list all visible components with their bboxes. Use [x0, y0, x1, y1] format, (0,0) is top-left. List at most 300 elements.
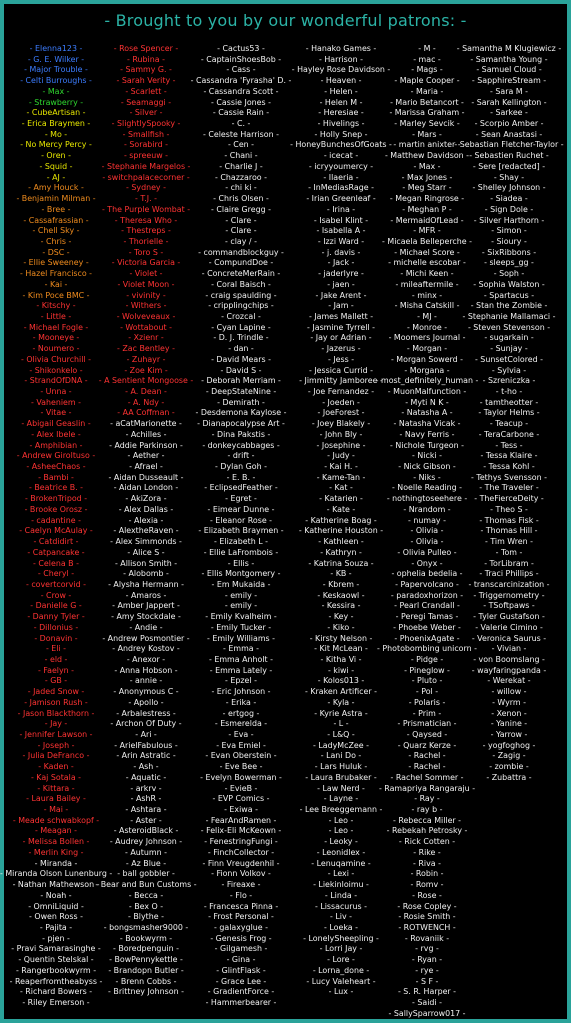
patron-name: - Lux -: [328, 987, 354, 997]
patron-name: - James Mallett -: [308, 311, 374, 321]
patron-name: - Rebecca Miller -: [392, 815, 462, 825]
patron-name: - Grace Lee -: [215, 976, 267, 986]
patron-name: - Melissa Bollen -: [22, 837, 90, 847]
patron-name: - Wottabout -: [120, 322, 172, 332]
patron-name: - Kyrie Astra -: [314, 708, 368, 718]
patron-name: - Leo -: [328, 815, 354, 825]
patron-name: - The Traveler -: [479, 483, 539, 493]
patron-name: - Andrey Kostov -: [112, 644, 180, 654]
patron-name: - galaxyglue -: [214, 922, 268, 932]
patron-name: - Simon -: [491, 226, 527, 236]
patron-name: - Cheryl -: [37, 569, 75, 579]
patron-name: - clay / -: [225, 236, 257, 246]
patron-name: - Tess -: [495, 440, 523, 450]
patron-name: - Stephanie Margelos -: [101, 161, 191, 171]
patron-name: - Kittara -: [37, 783, 75, 793]
patron-name: - Siadea -: [490, 194, 528, 204]
patron-name: - Megan Ringrose -: [389, 194, 465, 204]
patron-name: - Riley Emerson -: [22, 997, 90, 1007]
patron-name: - Cen -: [227, 140, 255, 150]
patron-name: - AJ -: [46, 172, 66, 182]
patron-name: - Max -: [42, 86, 70, 96]
patron-name: - Cactus53 -: [217, 44, 265, 53]
patron-name: - Kitha Vi -: [320, 654, 362, 664]
patron-name: - Jazerus -: [321, 344, 361, 354]
patron-name: - Genesis Frog -: [210, 933, 272, 943]
patron-name: - Kit McLean -: [314, 644, 368, 654]
patron-name: - E. B. -: [226, 472, 256, 482]
patron-name: - Clare -: [225, 215, 257, 225]
patron-name: - arkrv -: [130, 783, 162, 793]
patron-name: - Ramapriya Rangaraju -: [378, 783, 476, 793]
patron-name: - Miranda Olson Lunenburg -: [0, 869, 113, 879]
patron-name: - T.J. -: [135, 194, 157, 204]
patron-name: - StrandOfDNA -: [24, 376, 88, 386]
patron-name: - Sara M -: [490, 86, 528, 96]
patron-name: - Kat -: [329, 483, 353, 493]
patron-name: - Mario Betancort -: [390, 97, 464, 107]
patron-column-3: [185, 44, 297, 1009]
patron-name: - emily -: [224, 590, 258, 600]
patron-name: - Cassandra 'Fyrasha' D. -: [190, 76, 292, 86]
patron-name: - Onyx -: [411, 558, 443, 568]
patron-name: - Exiwa -: [224, 805, 258, 815]
patron-name: - switchpalacecorner -: [102, 172, 190, 182]
patron-name: - AA Coffman -: [117, 408, 175, 418]
patron-name: - LonelySheepling -: [303, 933, 379, 943]
patron-name: - Lucy Valeheart -: [306, 976, 376, 986]
patron-name: - rvg -: [415, 944, 439, 954]
patron-name: - Nichole Turgeon -: [390, 440, 464, 450]
patron-name: - Archon Of Duty -: [110, 719, 182, 729]
patron-name: - tamtheotter -: [479, 397, 539, 407]
patron-name: - Werekat -: [487, 676, 531, 686]
patron-name: - CaptainShoesBob -: [200, 54, 282, 64]
patron-name: - von Boomslang -: [473, 654, 545, 664]
patron-name: - Holly Snep -: [314, 129, 368, 139]
patron-name: - Natasha Vicak -: [393, 419, 461, 429]
patron-name: - Joeden -: [322, 397, 360, 407]
patron-name: - Lee Breeggemann -: [299, 805, 383, 815]
patron-name: - The Purple Wombat -: [101, 204, 191, 214]
patron-name: - Ash -: [133, 762, 159, 772]
patron-name: - Desdemona Kaylose -: [195, 408, 287, 418]
patron-name: - Harrison -: [319, 54, 363, 64]
patron-name: - Charlie J -: [219, 161, 263, 171]
patron-name: - Samuel Cloud -: [476, 65, 542, 75]
patron-name: - dan -: [228, 344, 254, 354]
patron-name: - Lani Do -: [320, 751, 362, 761]
patron-name: - LadyMcZee -: [313, 740, 369, 750]
patron-name: - michelle escobar -: [388, 258, 466, 268]
patron-name: - Max -: [413, 161, 441, 171]
patron-name: - Sarah Kellington -: [471, 97, 547, 107]
patron-name: - Chazzaroo -: [215, 172, 267, 182]
patron-name: - Jamison Rush -: [24, 697, 88, 707]
patron-name: - Bear and Bun Customs -: [95, 880, 197, 890]
patron-name: - wayfaringpanda -: [471, 665, 547, 675]
patron-name: - Sophia Walston -: [473, 279, 545, 289]
patron-name: - M -: [418, 44, 436, 53]
patron-name: - EVP Comics -: [212, 794, 270, 804]
patron-name: - Xenon -: [491, 708, 527, 718]
patron-name: - Lorri Jay -: [319, 944, 363, 954]
patron-name: - Cassie Rain -: [212, 108, 270, 118]
patron-name: - Leoky -: [324, 837, 358, 847]
patron-name: - Triggernometry -: [473, 590, 545, 600]
patron-name: - Meghan P -: [402, 204, 452, 214]
patron-name: - Richard Bowers -: [19, 987, 93, 997]
patron-name: - Samantha M Klugiewicz -: [456, 44, 562, 53]
patron-name: - Major Trouble -: [24, 65, 88, 75]
patron-name: - jaderlyre -: [318, 269, 364, 279]
patron-name: - Hivelings -: [317, 119, 365, 129]
patron-name: - Pajita -: [39, 922, 73, 932]
patron-name: - Erica Braymen -: [21, 119, 91, 129]
patron-name: - Shay -: [493, 172, 525, 182]
patron-name: - Emily Williams -: [207, 633, 275, 643]
patron-name: - Kraken Artificer -: [305, 687, 377, 697]
patron-name: - Traci Phillips -: [479, 569, 539, 579]
patron-name: - Meg Starr -: [402, 183, 452, 193]
patron-name: - t-ho -: [495, 387, 523, 396]
patron-name: - icryyoumercy -: [308, 161, 374, 171]
patron-name: - Sunjay -: [490, 344, 528, 354]
patron-name: - rye -: [415, 965, 439, 975]
patron-name: - emily -: [224, 601, 258, 611]
patron-name: - CubeArtisan -: [26, 108, 86, 118]
patron-name: - Stephanie Mallamaci -: [462, 311, 556, 321]
patron-name: - Eric Johnson -: [211, 687, 271, 697]
patron-name: - Toro S -: [128, 247, 164, 257]
patron-name: - Laura Brubaker -: [305, 772, 377, 782]
patron-name: - Scorpio Amber -: [474, 119, 544, 129]
patron-name: - Olivia Churchill -: [20, 354, 91, 364]
patron-name: - Eve Bee -: [219, 762, 263, 772]
patron-name: - Rachel -: [408, 751, 446, 761]
patron-name: - ball gobbler -: [117, 869, 175, 879]
patron-name: - Pineglow -: [404, 665, 450, 675]
patron-name: - C. -: [231, 119, 251, 129]
patron-name: - Brenn Cobbs -: [115, 976, 177, 986]
patron-name: - Elenna123 -: [29, 44, 83, 53]
patron-name: - GB -: [44, 676, 68, 686]
patron-name: - donkeycabbages -: [202, 440, 280, 450]
patron-name: - Leonidlex -: [316, 847, 366, 857]
patron-name: - Phoebe Weber -: [393, 622, 461, 632]
patron-name: - Nathan Mathewson -: [12, 880, 100, 890]
patron-name: - Sorabird -: [124, 140, 168, 150]
patron-name: - Irian Greenleaf -: [306, 194, 376, 204]
patron-name: - Brittney Johnson -: [108, 987, 184, 997]
patron-name: - Rose Copley -: [397, 901, 457, 911]
patron-name: - AsheeChaos -: [26, 462, 86, 472]
patron-name: - AsteroidBlack -: [113, 826, 179, 836]
patron-name: - Kate -: [326, 504, 356, 514]
patron-name: - Quentin Stelskal -: [18, 955, 94, 965]
patron-name: - Rosie Smith -: [398, 912, 456, 922]
patron-name: - JoeForest -: [317, 408, 365, 418]
patron-name: - Rubina -: [127, 54, 165, 64]
patron-name: - Scarlett -: [125, 86, 167, 96]
patron-name: - Olivia Pulleo -: [397, 547, 457, 557]
patron-name: - Papervolcano -: [395, 579, 459, 589]
patron-name: - Kiko -: [327, 622, 355, 632]
patron-name: - A. Ndy -: [127, 397, 165, 407]
patron-name: - Rick Cotten -: [398, 837, 456, 847]
patron-name: - Shikonkelo -: [29, 365, 83, 375]
patron-name: - icecat -: [323, 151, 359, 161]
patron-name: - Allison Smith -: [114, 558, 178, 568]
patron-name: - Merlin King -: [28, 847, 84, 857]
patron-name: - Evan Oberstein -: [205, 751, 277, 761]
patron-name: - Ashtara -: [125, 805, 167, 815]
patron-name: - Lexi -: [327, 869, 355, 879]
patron-name: - Chris Olsen -: [213, 194, 269, 204]
patron-name: - Qaysed -: [406, 730, 448, 739]
patron-name: - Kolos013 -: [317, 676, 365, 686]
patron-name: - Andrew Posmontier -: [102, 633, 190, 643]
patron-name: - Michael Score -: [394, 247, 460, 257]
patron-name: - Pluto -: [411, 676, 443, 686]
patron-name: - Kai H. -: [324, 462, 358, 472]
patron-name: - Squid -: [39, 161, 73, 171]
patron-name: - Blythe -: [128, 912, 164, 922]
patron-name: - Aether -: [127, 451, 165, 461]
patron-name: - Crow -: [40, 590, 72, 600]
patron-name: - Danny Tyler -: [27, 612, 85, 622]
patron-name: - Peregi Tamas -: [395, 612, 459, 622]
patron-name: - Eva -: [228, 730, 254, 739]
patron-name: - SunsetColored -: [474, 354, 544, 364]
patron-name: - AkiZora -: [125, 494, 167, 504]
patron-name: - drift -: [227, 451, 255, 461]
patron-name: - Vivian -: [491, 644, 527, 654]
patron-name: - Chani -: [224, 151, 258, 161]
patron-name: - Rose -: [412, 890, 442, 900]
patron-name: - Stan the Zombie -: [470, 301, 548, 311]
patron-name: - Elizabeth L -: [214, 537, 268, 547]
patron-name: - Dianapocalypse Art -: [197, 419, 285, 429]
patron-name: - Chris -: [40, 236, 72, 246]
patron-name: - Emma Lately -: [209, 665, 273, 675]
patron-name: - Anonymous C -: [113, 687, 179, 697]
patron-name: - sleeps_gg -: [484, 258, 534, 268]
patron-name: - Irina -: [326, 204, 356, 214]
patron-name: - Aidan Dusseault -: [108, 472, 184, 482]
patron-name: - Cassafrassian -: [23, 215, 89, 225]
patron-name: - Jennifer Lawson -: [19, 730, 93, 739]
patron-name: - Helen -: [324, 86, 358, 96]
patron-name: - Bambi -: [38, 472, 74, 482]
patron-name: - Ryan -: [411, 955, 443, 965]
patron-name: - Teacup -: [489, 419, 529, 429]
patron-name: - j. davis -: [321, 247, 361, 257]
patron-name: - Alobomb -: [123, 569, 169, 579]
patron-name: - Claire Gregg -: [211, 204, 271, 214]
patron-name: - MJ -: [417, 311, 437, 321]
patron-name: - Rose Spencer -: [113, 44, 179, 53]
patron-name: - BrokenTripod -: [24, 494, 88, 504]
patron-name: - Smallfish -: [122, 129, 170, 139]
patron-name: - Nicki -: [412, 451, 442, 461]
patron-name: - Kbrem -: [322, 579, 360, 589]
patron-name: - TorLibram -: [484, 558, 534, 568]
patron-name: - Bree -: [41, 204, 71, 214]
patron-name: - Veronica Saurus -: [471, 633, 547, 643]
patron-name: - Marley Sevcik -: [394, 119, 460, 129]
patron-name: - Zagig -: [492, 751, 526, 761]
patron-name: - Misha Catskill -: [394, 301, 460, 311]
patron-name: - Vaheniem -: [31, 397, 81, 407]
patron-name: - Arbalestress -: [116, 708, 176, 718]
patron-name: - Aster -: [130, 815, 162, 825]
patron-name: - ray b -: [411, 805, 443, 815]
patron-name: - Sioury -: [491, 236, 527, 246]
patron-name: - Morgan -: [406, 344, 448, 354]
patron-name: - Sign Dole -: [484, 204, 534, 214]
patron-name: - GlintFlask -: [216, 965, 266, 975]
patron-name: - Lorna_done -: [312, 965, 370, 975]
patron-name: - Sarkee -: [490, 108, 528, 118]
patron-name: - Morgana -: [404, 365, 450, 375]
patron-name: - Jimmitty Jamboree -: [299, 376, 383, 386]
patron-name: - Sere [redacted] -: [472, 161, 546, 171]
patron-name: - No Mercy Percy -: [20, 140, 92, 150]
patron-name: - Gilgamesh -: [214, 944, 268, 954]
patron-name: - Em Mukaida -: [211, 579, 271, 589]
patron-name: - Brandopn Butler -: [108, 965, 184, 975]
patron-name: - Caelyn McAulay -: [19, 526, 93, 536]
patron-name: - G. E. Wilker -: [27, 54, 85, 64]
patron-name: - Ari -: [135, 730, 157, 739]
patron-name: - Wyrm -: [492, 697, 526, 707]
patron-name: - Hammerbearer -: [205, 997, 277, 1007]
patron-name: - AshR -: [130, 794, 162, 804]
patron-name: - Joe Fernandez -: [307, 387, 375, 396]
patron-name: - Pidge -: [410, 654, 444, 664]
patron-name: - Anexor -: [126, 654, 166, 664]
patron-name: - Prismatician -: [397, 719, 457, 729]
patron-name: - D. J. Trindle -: [213, 333, 269, 343]
patron-name: - Thorielle -: [123, 236, 169, 246]
patron-name: - TeraCarbone -: [478, 429, 540, 439]
patron-name: - Tethys Svensson -: [470, 472, 547, 482]
patron-name: - Heaven -: [320, 76, 362, 86]
patron-name: - Linda -: [324, 890, 358, 900]
patron-name: - Finn Vreugdenhil -: [202, 858, 280, 868]
patron-name: - Jam -: [328, 301, 354, 311]
patron-name: - FenestringFungi -: [204, 837, 278, 847]
patron-name: - Quarz Kerze -: [397, 740, 457, 750]
patron-name: - Afrael -: [129, 462, 163, 472]
patron-name: - mileaftermile -: [395, 279, 459, 289]
patron-name: - zombie -: [489, 762, 529, 772]
patron-name: - Becca -: [128, 890, 164, 900]
patron-name: - Rangerbookwyrm -: [15, 965, 97, 975]
patron-name: - eld -: [44, 654, 68, 664]
patron-name: - Liv -: [330, 912, 352, 922]
patron-name: - Nick Gibson -: [398, 462, 456, 472]
patron-name: - Rebekah Petrosky -: [386, 826, 468, 836]
patron-name: - Silver Harthorn -: [473, 215, 545, 225]
patron-column-6: [453, 44, 565, 784]
patron-name: - Loeka -: [324, 922, 358, 932]
patron-name: - mac -: [413, 54, 441, 64]
patron-name: - Mags -: [411, 65, 443, 75]
patron-name: - Yarrow -: [490, 730, 528, 739]
patron-name: - CompundDoe -: [208, 258, 274, 268]
patron-name: - Jack -: [327, 258, 355, 268]
patron-name: - Sebastian Fletcher-Taylor -: [454, 140, 564, 150]
patron-name: - Withers -: [125, 301, 167, 311]
patron-name: - Audrey Johnson -: [109, 837, 183, 847]
patron-name: - willow -: [491, 687, 527, 697]
patron-name: - Eva Emiel -: [216, 740, 266, 750]
patron-name: - Alice S -: [127, 547, 165, 557]
patron-name: - A. Dean -: [125, 387, 167, 396]
patron-name: - Coral Baisch -: [211, 279, 271, 289]
patron-name: - Amaros -: [125, 590, 167, 600]
patron-name: - Tessa Kohl -: [483, 462, 535, 472]
patron-name: - FearAndRamen -: [205, 815, 277, 825]
patron-name: - Amy Stockdale -: [111, 612, 181, 622]
patron-name: - Cassie Jones -: [211, 97, 271, 107]
patron-name: - Lore -: [327, 955, 355, 965]
patron-name: - Strawberry -: [28, 97, 84, 107]
patron-name: - Maria -: [410, 86, 444, 96]
patron-name: - Ellie Sweeney -: [23, 258, 89, 268]
patron-name: - MuonMalfunction -: [387, 387, 467, 396]
patron-name: - Catpancake -: [27, 547, 85, 557]
patron-name: - Thestreps -: [121, 226, 171, 236]
patron-name: - Meade schwabkopf -: [12, 815, 100, 825]
patron-name: - GradientForce -: [207, 987, 275, 997]
patron-name: - Reaperfromtheabyss -: [9, 976, 103, 986]
patron-name: - ROTWENCH -: [398, 922, 456, 932]
patron-name: - Katrina Souza -: [308, 558, 374, 568]
patron-name: - Celti Burroughs -: [20, 76, 92, 86]
patron-name: - Yanine -: [490, 719, 528, 729]
patron-name: - Rachel -: [408, 762, 446, 772]
patron-name: - Nrandom -: [403, 504, 451, 514]
patron-name: - Natasha A -: [401, 408, 453, 418]
patron-name: - Boredpenguin -: [113, 944, 179, 954]
patron-name: - Steven Stevenson -: [467, 322, 551, 332]
patron-name: - S. R. Harper -: [397, 987, 457, 997]
patron-name: - HoneyBunchesOfGoats -: [290, 140, 392, 150]
patron-name: - Laura Bailey -: [26, 794, 86, 804]
patron-name: - Crozcal -: [221, 311, 261, 321]
patron-name: - SapphireStream -: [471, 76, 547, 86]
patron-name: - Amber Jappert -: [112, 601, 180, 611]
patron-name: - Frost Personal -: [208, 912, 274, 922]
patron-name: - Law Nerd -: [317, 783, 365, 793]
patron-name: - Fireaxe -: [221, 880, 261, 890]
patron-name: - yogfoghog -: [482, 740, 536, 750]
patron-name: - pjen -: [42, 933, 70, 943]
patron-name: - Tim Wren -: [484, 537, 534, 547]
patron-name: - Emma -: [223, 644, 259, 654]
patron-name: - Brooke Orosz -: [24, 504, 88, 514]
patron-name: - OmniLiquid -: [28, 901, 84, 911]
patron-name: - Soph -: [493, 269, 525, 279]
patron-name: - Az Blue -: [125, 858, 167, 868]
patron-name: - Seamaggi -: [120, 97, 172, 107]
patron-name: - Julia DeFranco -: [22, 751, 90, 761]
patron-name: - Ellis -: [227, 558, 255, 568]
patron-name: - Owen Ross -: [29, 912, 83, 922]
